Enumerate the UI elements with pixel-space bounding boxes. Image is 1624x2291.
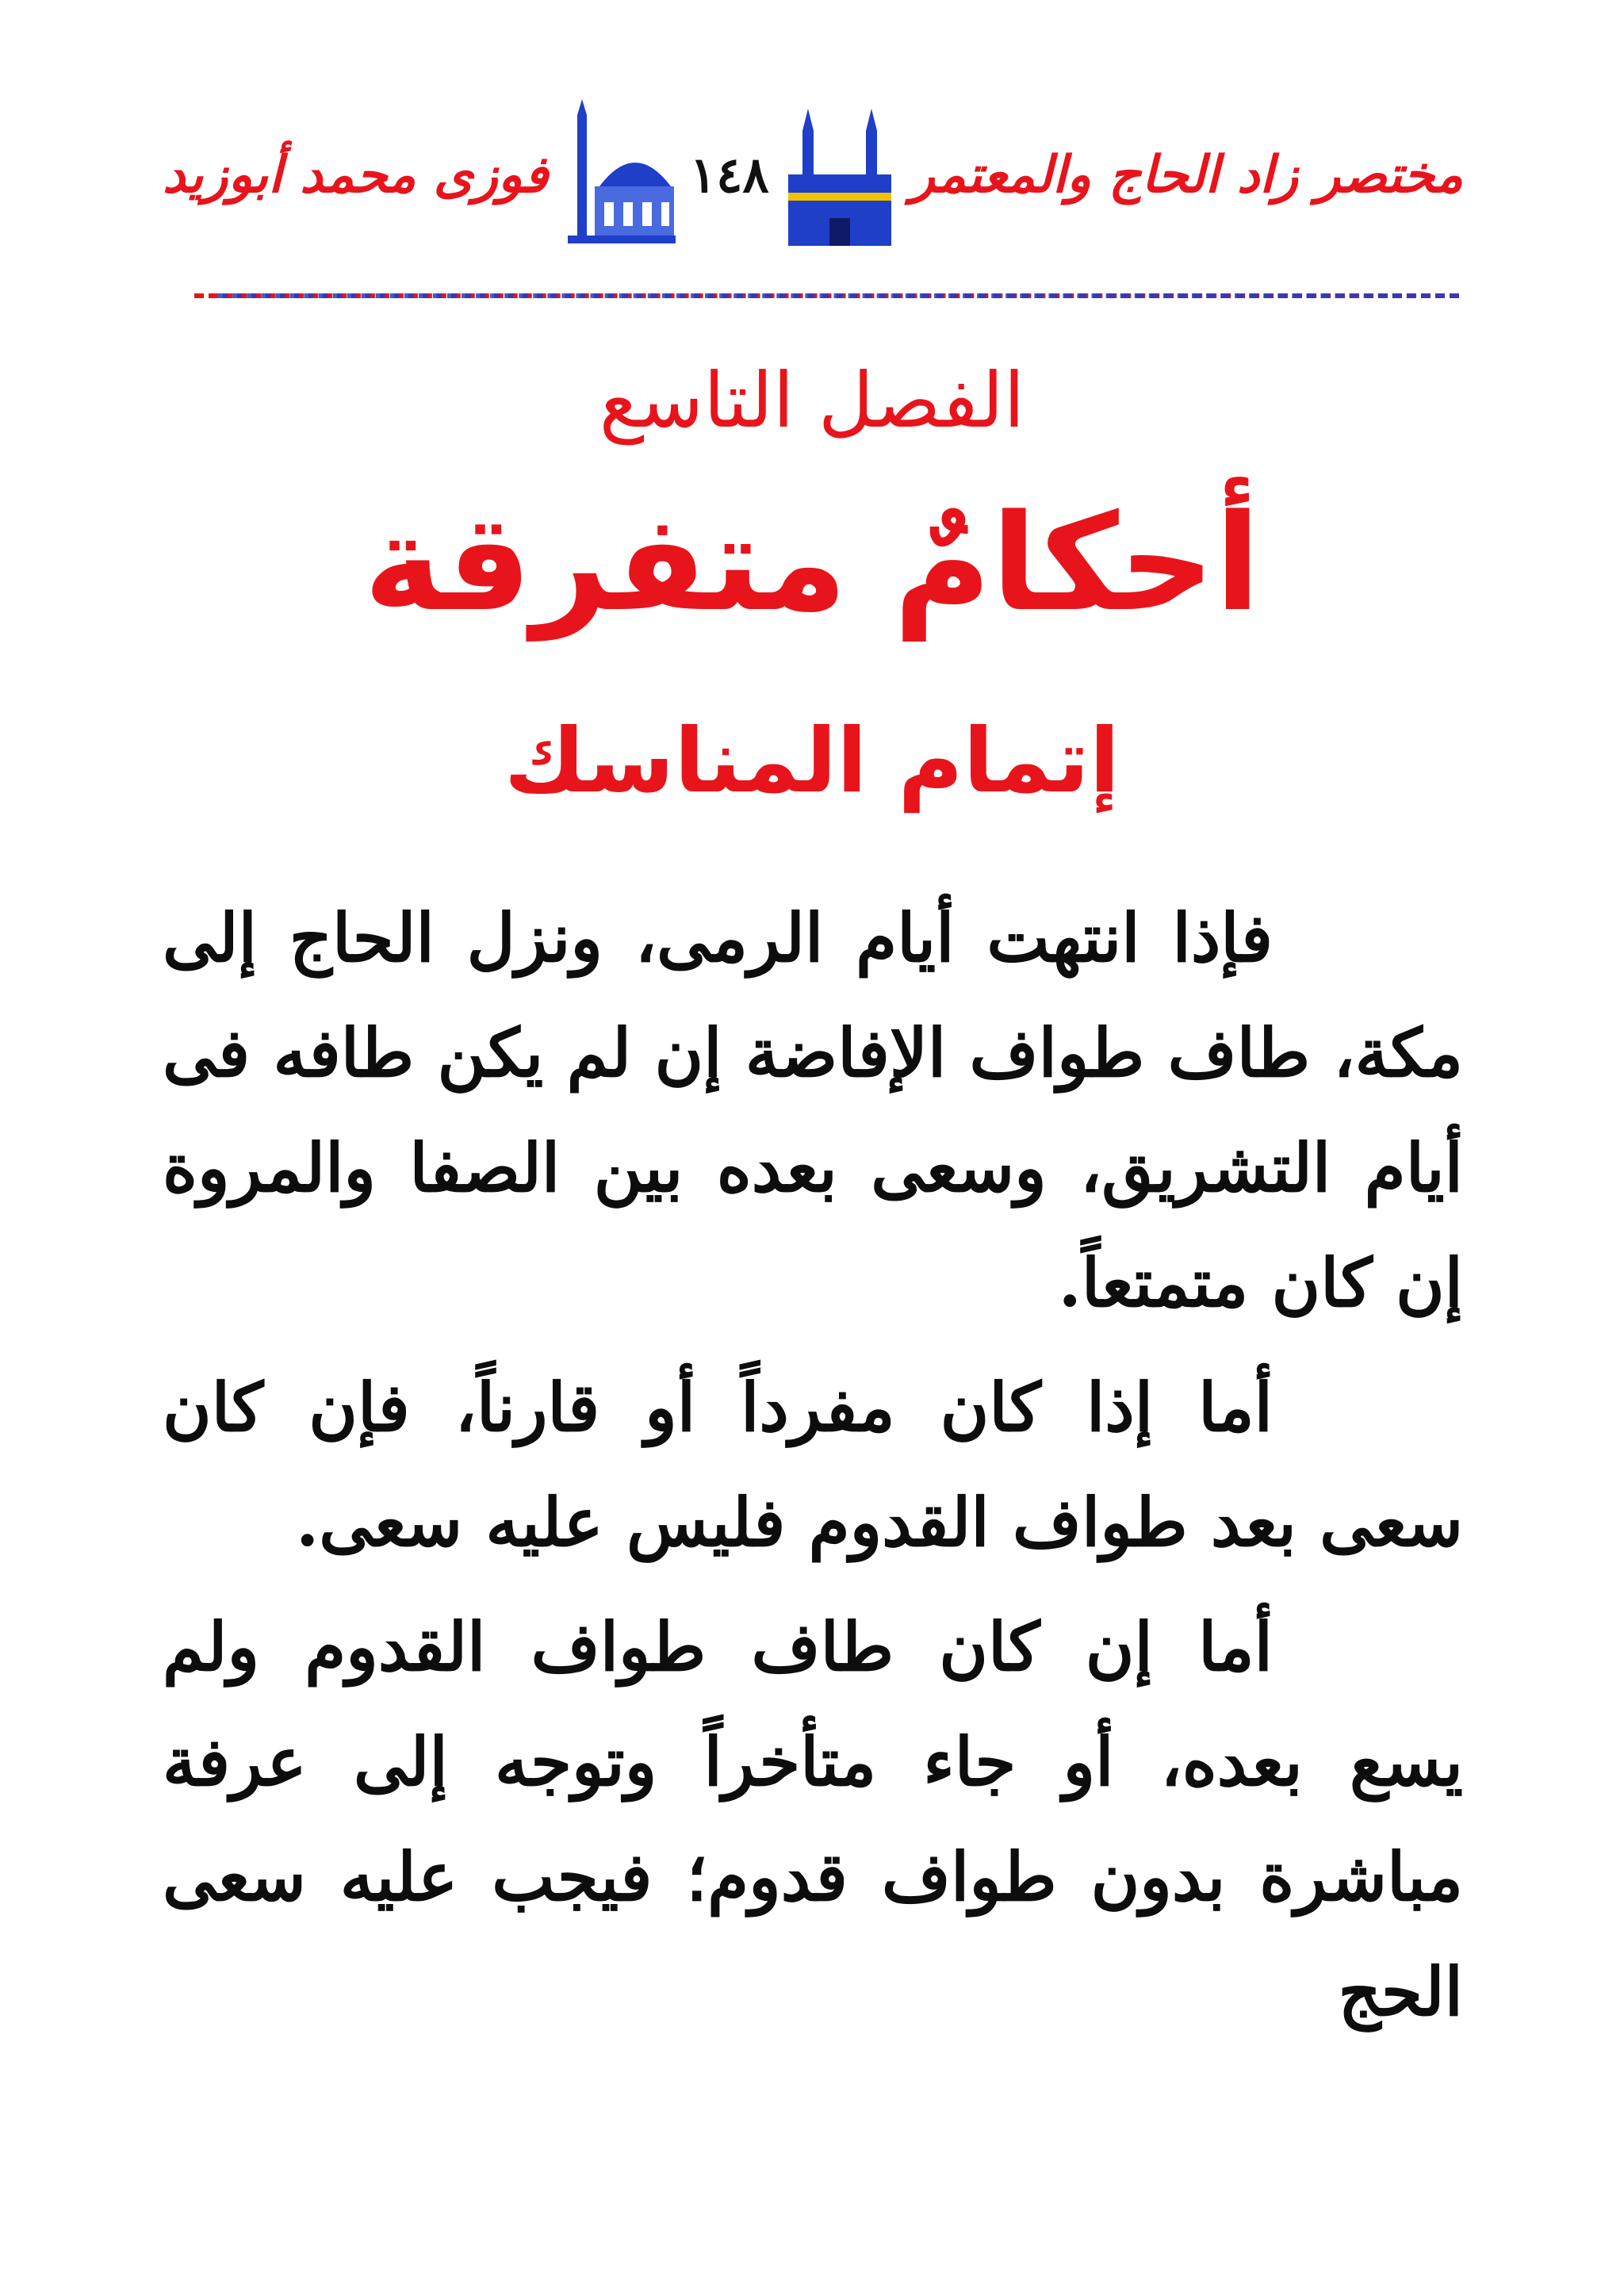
body-text [163,880,1463,2059]
section-title: إتمام المناسك [504,710,1120,813]
paragraph: فإذا انتهت أيام الرمى، ونزل الحاج إلى مكة، طاف طواف الإفاضة إن لم يكن طافه فى أيام التشريق، وسعى بعده بين الصفا والمروة إن كان متمتعاً. [163,898,1463,1322]
kaaba-icon [780,99,899,250]
paragraph: أما إذا كان مفرداً أو قارناً، فإن كان سعى بعد طواف القدوم فليس عليه سعى. [163,1368,1463,1561]
page-header [163,99,1463,250]
chapter-label: الفصل التاسع [599,356,1025,445]
header-divider-blue [218,293,1459,298]
page-number: ١٤٨ [689,145,769,204]
mosque-icon [560,99,679,250]
author-name: فوزى محمد أبوزيد [163,144,549,205]
chapter-title: أحكامٌ متفرقة [363,485,1261,641]
book-title: مختصر زاد الحاج والمعتمر [910,144,1463,205]
paragraph: أما إن كان طاف طواف القدوم ولم يسع بعده، أو جاء متأخراً وتوجه إلى عرفة مباشرة بدون طواف قدوم؛ فيجب عليه سعى الحج [163,1607,1463,2031]
